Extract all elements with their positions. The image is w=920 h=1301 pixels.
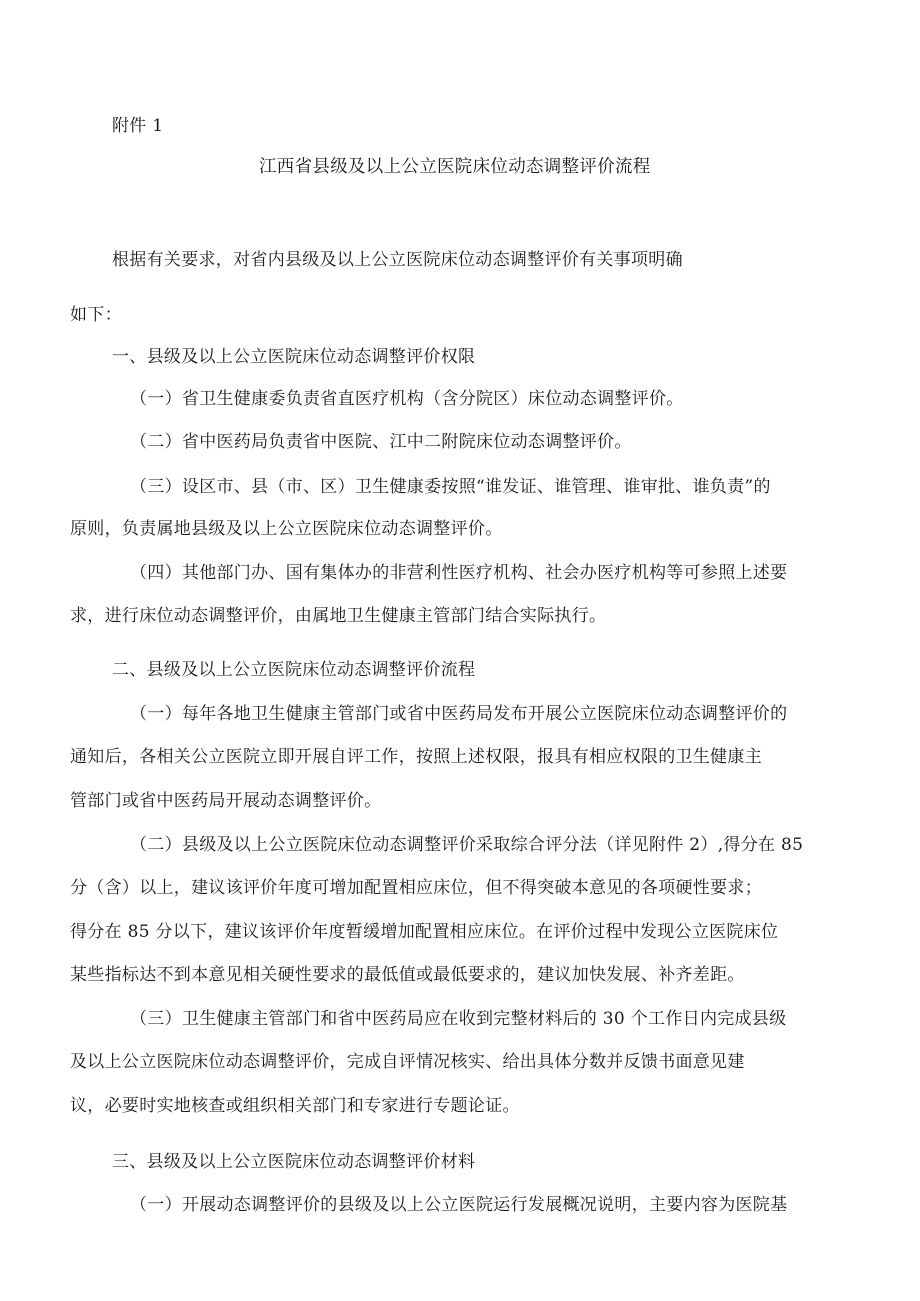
section-2-item-2-line-3: 得分在 85 分以下，建议该评价年度暂缓增加配置相应床位。在评价过程中发现公立医院床位 bbox=[70, 922, 779, 942]
section-2-item-2-line-1: （二）县级及以上公立医院床位动态调整评价采取综合评分法（详见附件 2）,得分在 85 bbox=[130, 835, 804, 855]
section-2-item-3-line-1: （三）卫生健康主管部门和省中医药局应在收到完整材料后的 30 个工作日内完成县级 bbox=[130, 1009, 787, 1029]
document-title: 江西省县级及以上公立医院床位动态调整评价流程 bbox=[259, 157, 651, 177]
section-3-heading: 三、县级及以上公立医院床位动态调整评价材料 bbox=[112, 1152, 476, 1172]
section-2-item-1-line-3: 管部门或省中医药局开展动态调整评价。 bbox=[70, 791, 382, 811]
section-3-item-1-line-1: （一）开展动态调整评价的县级及以上公立医院运行发展概况说明，主要内容为医院基 bbox=[130, 1195, 788, 1215]
section-2-item-2-line-2: 分（含）以上，建议该评价年度可增加配置相应床位，但不得突破本意见的各项硬性要求； bbox=[70, 878, 762, 898]
intro-paragraph-line-2: 如下： bbox=[70, 305, 122, 325]
attachment-label: 附件 1 bbox=[112, 116, 164, 136]
section-1-item-4-line-2: 求，进行床位动态调整评价，由属地卫生健康主管部门结合实际执行。 bbox=[70, 606, 607, 626]
intro-paragraph-line-1: 根据有关要求，对省内县级及以上公立医院床位动态调整评价有关事项明确 bbox=[112, 250, 683, 270]
section-2-item-1-line-1: （一）每年各地卫生健康主管部门或省中医药局发布开展公立医院床位动态调整评价的 bbox=[130, 704, 788, 724]
section-2-item-3-line-3: 议，必要时实地核查或组织相关部门和专家进行专题论证。 bbox=[70, 1096, 520, 1116]
section-1-item-3-line-2: 原则，负责属地县级及以上公立医院床位动态调整评价。 bbox=[70, 519, 503, 539]
section-2-heading: 二、县级及以上公立医院床位动态调整评价流程 bbox=[112, 660, 476, 680]
section-1-item-1: （一）省卫生健康委负责省直医疗机构（含分院区）床位动态调整评价。 bbox=[130, 389, 684, 409]
section-1-item-3-line-1: （三）设区市、县（市、区）卫生健康委按照“谁发证、谁管理、谁审批、谁负责”的 bbox=[130, 477, 771, 497]
section-2-item-3-line-2: 及以上公立医院床位动态调整评价，完成自评情况核实、给出具体分数并反馈书面意见建 bbox=[70, 1052, 745, 1072]
section-2-item-2-line-4: 某些指标达不到本意见相关硬性要求的最低值或最低要求的，建议加快发展、补齐差距。 bbox=[70, 965, 745, 985]
section-1-item-4-line-1: （四）其他部门办、国有集体办的非营利性医疗机构、社会办医疗机构等可参照上述要 bbox=[130, 563, 788, 583]
section-1-heading: 一、县级及以上公立医院床位动态调整评价权限 bbox=[112, 347, 476, 367]
section-2-item-1-line-2: 通知后，各相关公立医院立即开展自评工作，按照上述权限，报具有相应权限的卫生健康主 bbox=[70, 747, 762, 767]
section-1-item-2: （二）省中医药局负责省中医院、江中二附院床位动态调整评价。 bbox=[130, 432, 632, 452]
